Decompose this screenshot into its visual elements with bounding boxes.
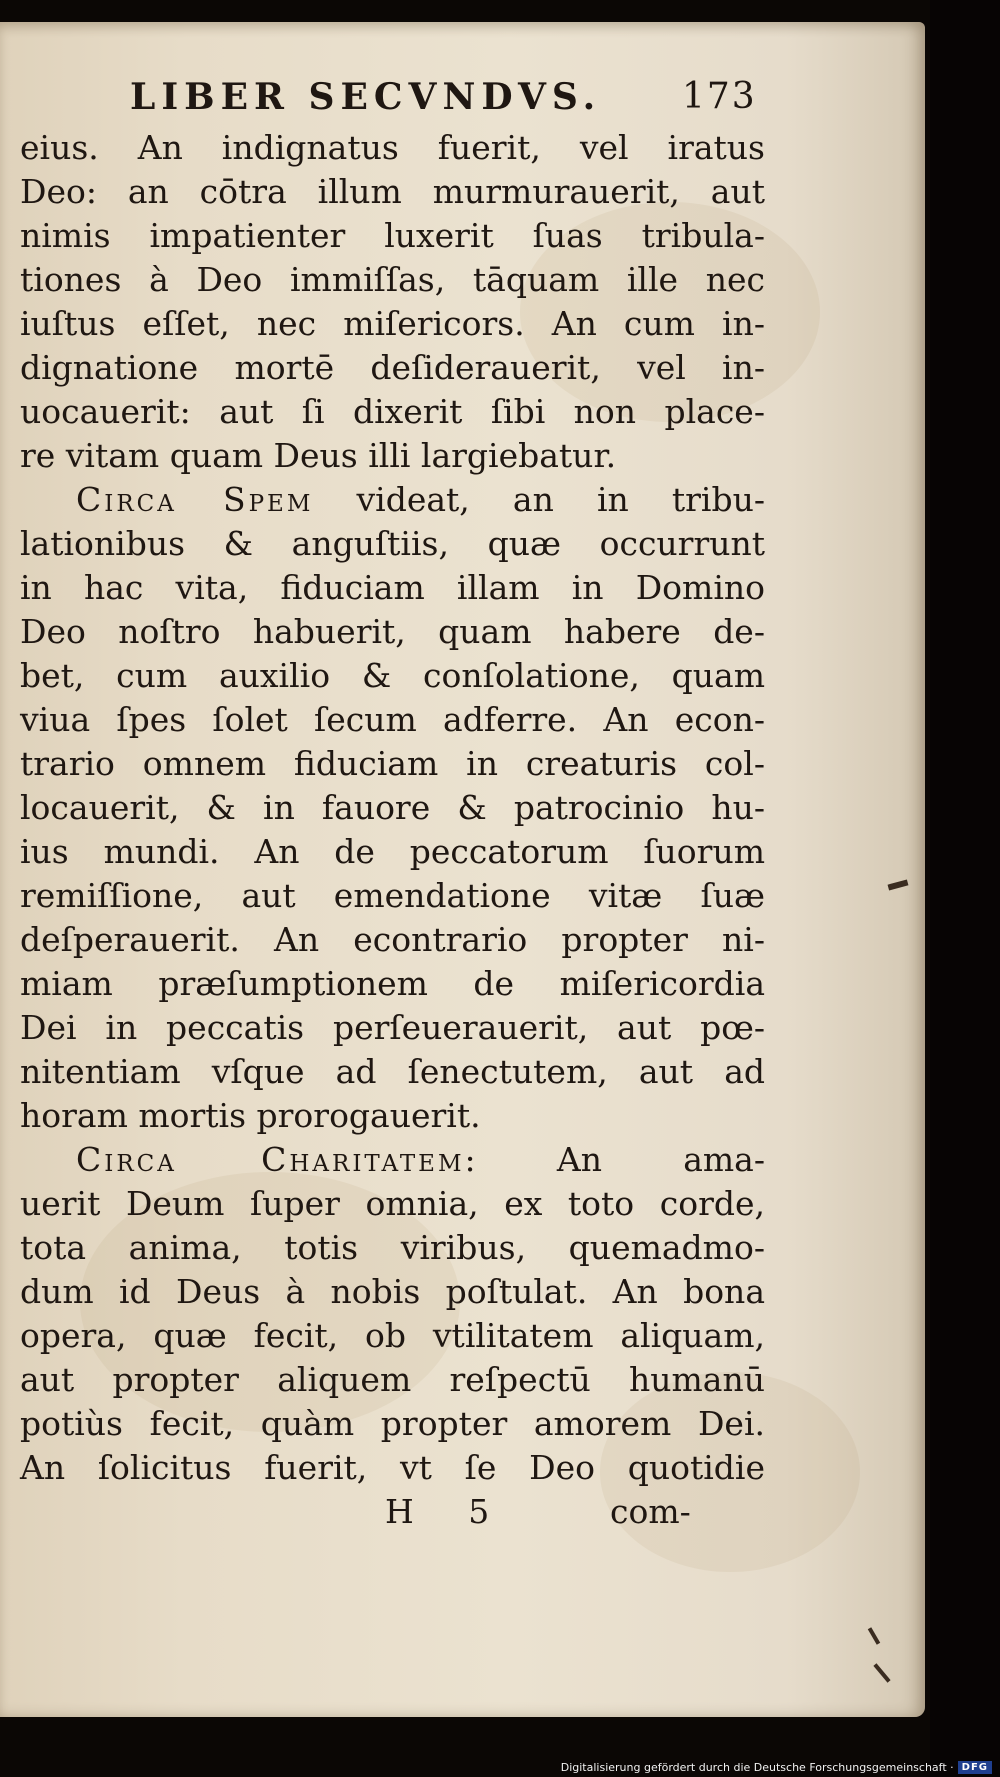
ink-mark (888, 880, 909, 891)
line-text: nimis impatienter luxerit ſuas tribula- (20, 216, 765, 255)
text-line (20, 1270, 765, 1314)
line-text: ius mundi. An de peccatorum ſuorum (20, 832, 765, 871)
line-text: An ſolicitus fuerit, vt ſe Deo quotidie (20, 1448, 765, 1487)
text-line (20, 1094, 560, 1138)
text-line (20, 522, 765, 566)
line-text: locauerit, & in fauore & patrocinio hu- (20, 788, 765, 827)
line-text: deſperauerit. An econtrario propter ni- (20, 920, 765, 959)
text-line (20, 346, 765, 390)
line-text: nitentiam vſque ad ſenectutem, aut ad (20, 1052, 765, 1091)
page-text (20, 66, 765, 1534)
text-line (20, 962, 765, 1006)
text-line (20, 742, 765, 786)
running-head: LIBER SECVNDVS. (130, 76, 602, 118)
text-line (20, 1006, 765, 1050)
ink-mark (873, 1663, 890, 1682)
line-text: Deo: an cōtra illum murmurauerit, aut (20, 172, 765, 211)
line-text: aut propter aliquem reſpectū humanū (20, 1360, 765, 1399)
text-line (20, 830, 765, 874)
line-text: eius. An indignatus fuerit, vel iratus (20, 128, 765, 167)
page-footer (20, 1490, 765, 1534)
line-text: : An ama- (464, 1140, 765, 1179)
text-line (20, 126, 765, 170)
text-line (20, 1050, 765, 1094)
line-text: opera, quæ fecit, ob vtilitatem aliquam, (20, 1316, 765, 1355)
text-line (20, 654, 765, 698)
text-line (20, 1182, 765, 1226)
line-text: viua ſpes ſolet ſecum adferre. An econ- (20, 700, 765, 739)
text-line (20, 610, 765, 654)
line-text: horam mortis prorogauerit. (20, 1096, 481, 1135)
text-line (20, 1358, 765, 1402)
text-line (20, 258, 765, 302)
line-text: in hac vita, fiduciam illam in Domino (20, 568, 765, 607)
line-text: tiones à Deo immiſſas, tāquam ille nec (20, 260, 765, 299)
digitization-credit (561, 1761, 992, 1774)
line-text: uocauerit: aut ſi dixerit ſibi non place- (20, 392, 765, 431)
page-header (20, 66, 765, 126)
line-text: tota anima, totis viribus, quemadmo- (20, 1228, 765, 1267)
signature-mark: H 5 (385, 1492, 512, 1531)
line-text: uerit Deum ſuper omnia, ex toto corde, (20, 1184, 765, 1223)
scan-background (930, 0, 1000, 1777)
line-text: iuſtus eſſet, nec miſericors. An cum in- (20, 304, 765, 343)
line-text: re vitam quam Deus illi largiebatur. (20, 436, 617, 475)
text-line (20, 1402, 765, 1446)
text-line (20, 302, 765, 346)
line-text: videat, an in tribu- (313, 480, 765, 519)
line-text: lationibus & anguſtiis, quæ occurrunt (20, 524, 765, 563)
line-text: Deo noſtro habuerit, quam habere de- (20, 612, 765, 651)
body-text (20, 126, 765, 1490)
text-line (20, 1138, 765, 1182)
catchword: com- (610, 1492, 691, 1531)
text-line (20, 786, 765, 830)
text-line (20, 434, 617, 478)
line-text: dum id Deus à nobis poſtulat. An bona (20, 1272, 765, 1311)
line-text: trario omnem fiduciam in creaturis col- (20, 744, 765, 783)
text-line (20, 1226, 765, 1270)
text-line (20, 214, 765, 258)
section-lead: Circa Spem (76, 480, 314, 519)
text-line (20, 1314, 765, 1358)
text-line (20, 1446, 765, 1490)
ink-mark (868, 1627, 880, 1645)
line-text: potiùs fecit, quàm propter amorem Dei. (20, 1404, 765, 1443)
line-text: dignatione mortē deſiderauerit, vel in- (20, 348, 765, 387)
text-line (20, 566, 765, 610)
line-text: miam præſumptionem de miſericordia (20, 964, 765, 1003)
text-line (20, 698, 765, 742)
text-line (20, 874, 765, 918)
text-line (20, 478, 765, 522)
dfg-logo: DFG (958, 1761, 992, 1774)
page-number: 173 (682, 76, 757, 117)
section-lead: Circa Charitatem (76, 1140, 465, 1179)
credit-text: Digitalisierung gefördert durch die Deutsche Forschungsgemeinschaft · (560, 1761, 954, 1774)
line-text: bet, cum auxilio & conſolatione, quam (20, 656, 765, 695)
text-line (20, 170, 765, 214)
line-text: remiſſione, aut emendatione vitæ ſuæ (20, 876, 765, 915)
book-page (0, 22, 925, 1717)
text-line (20, 918, 765, 962)
line-text: Dei in peccatis perſeuerauerit, aut pœ- (20, 1008, 765, 1047)
text-line (20, 390, 765, 434)
